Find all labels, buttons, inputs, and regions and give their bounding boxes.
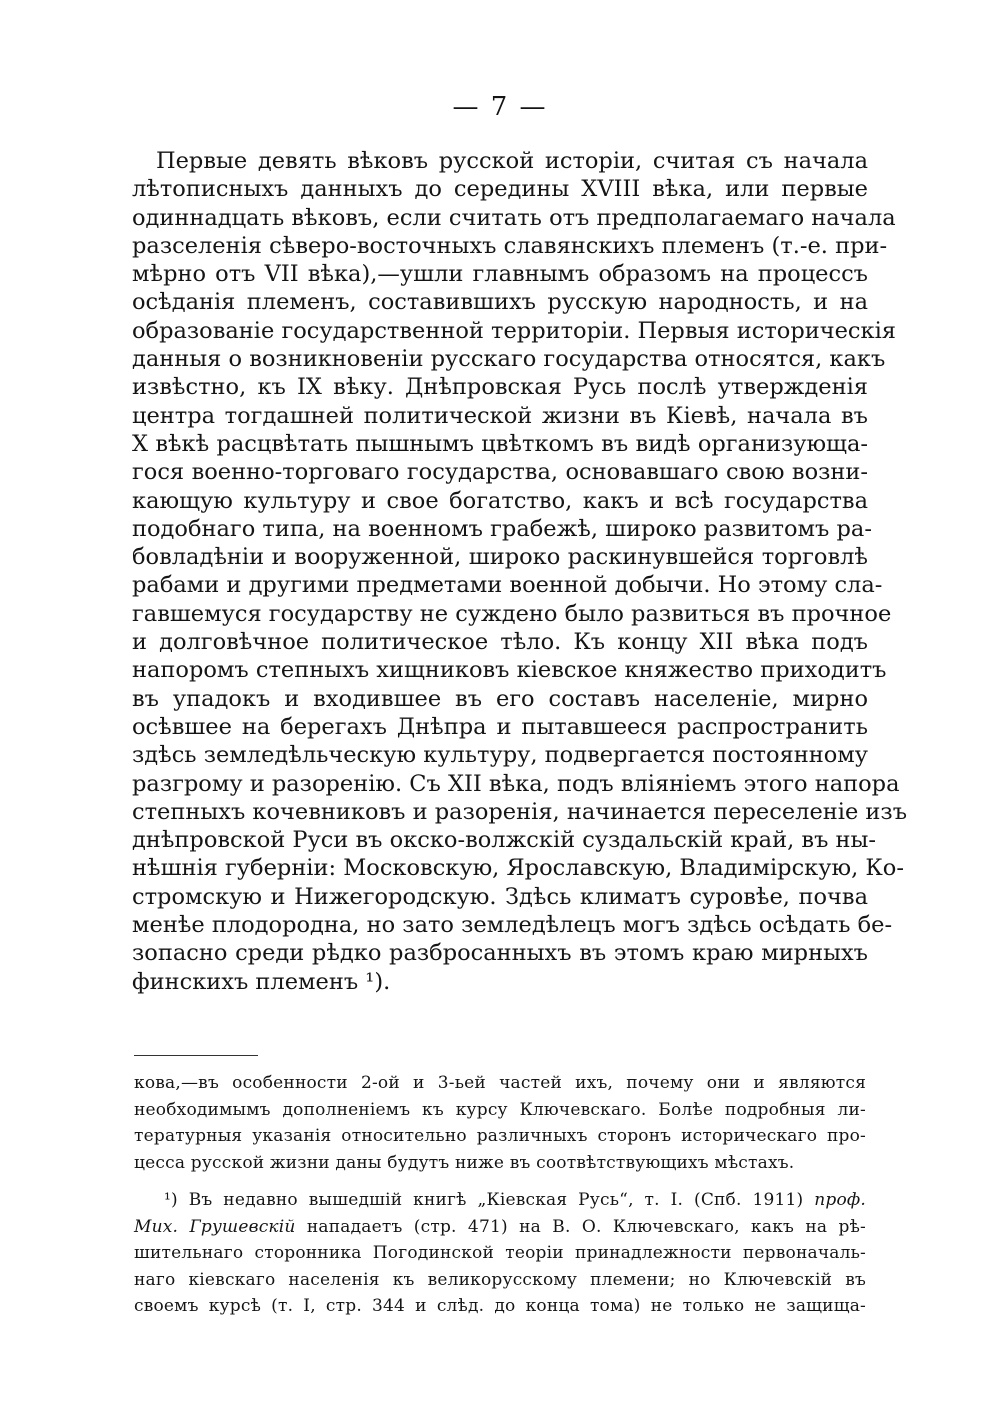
text-line: менѣе плодородна, но зато земледѣлецъ могъ здѣсь осѣдать бе- <box>132 912 893 939</box>
footnote-gap <box>134 1176 866 1187</box>
text-line: степныхъ кочевниковъ и разоренія, начинается переселеніе изъ <box>132 798 908 825</box>
text-line: лѣтописныхъ данныхъ до середины XVIII вѣка, или первые <box>132 176 868 203</box>
text-line: разгрому и разоренію. Съ XII вѣка, подъ вліяніемъ этого напора <box>132 770 900 797</box>
text-line: образованіе государственной территоріи. Первыя историческія <box>132 317 896 344</box>
footnotes <box>134 1070 866 1320</box>
text-line: центра тогдашней политической жизни въ Кіевѣ, начала въ <box>132 402 868 429</box>
footnote-1-line <box>134 1214 866 1241</box>
text-line: здѣсь земледѣльческую культуру, подвергается постоянному <box>132 742 868 769</box>
footnote-text: Въ недавно вышедшій книгѣ „Кіевская Русь“, т. I. (Спб. 1911) <box>188 1190 804 1210</box>
text-line: мѣрно отъ VII вѣка),—ушли главнымъ образомъ на процессъ <box>132 261 868 288</box>
text-line: зопасно среди рѣдко разбросанныхъ въ этомъ краю мирныхъ <box>132 940 868 967</box>
footnote-line: кова,—въ особенности 2-ой и 3-ьей частей ихъ, почему они и являются <box>134 1073 866 1093</box>
text-line: одиннадцать вѣковъ, если считать отъ предполагаемаго начала <box>132 204 896 231</box>
text-line: рабами и другими предметами военной добычи. Но этому сла- <box>132 572 883 599</box>
page-number: — 7 — <box>452 92 548 122</box>
footnote-marker: ¹) <box>164 1190 178 1210</box>
text-line: финскихъ племенъ ¹). <box>132 968 391 995</box>
text-line: днѣпровской Руси въ окско-волжскій суздальскій край, въ ны- <box>132 827 877 854</box>
text-line: подобнаго типа, на военномъ грабежѣ, широко развитомъ ра- <box>132 515 872 542</box>
footnote-line: цесса русской жизни даны будутъ ниже въ соотвѣтствующихъ мѣстахъ. <box>134 1152 795 1173</box>
text-line: разселенія сѣверо-восточныхъ славянскихъ племенъ (т.-е. при- <box>132 232 888 259</box>
text-line: кающую культуру и свое богатство, какъ и всѣ государства <box>132 487 868 514</box>
footnote-line: наго кіевскаго населенія къ великорусскому племени; но Ключевскій въ <box>134 1269 866 1290</box>
main-paragraph <box>132 147 908 996</box>
footnote-line: тературныя указанія относительно различныхъ сторонъ историческаго про- <box>134 1126 866 1146</box>
footnote-line: своемъ курсѣ (т. I, стр. 344 и слѣд. до конца тома) не только не защища- <box>134 1296 866 1316</box>
footnote-line: необходимымъ дополненіемъ къ курсу Ключевскаго. Болѣе подробныя ли- <box>134 1099 866 1120</box>
text-line: осѣданія племенъ, составившихъ русскую народность, и на <box>132 289 868 316</box>
footnote-separator <box>134 1055 258 1056</box>
text-line: въ упадокъ и входившее въ его составъ населеніе, мирно <box>132 685 868 712</box>
text-line: Первые девять вѣковъ русской исторіи, считая съ начала <box>156 148 868 174</box>
footnote-author: Мих. Грушевскій <box>134 1216 296 1237</box>
footnote-1-line <box>134 1187 866 1214</box>
text-line: напоромъ степныхъ хищниковъ кіевское княжество приходитъ <box>132 657 887 684</box>
text-line: гавшемуся государству не суждено было развиться въ прочное <box>132 600 892 627</box>
text-line: стромскую и Нижегородскую. Здѣсь климатъ суровѣе, почва <box>132 883 868 910</box>
text-line: гося военно-торговаго государства, основавшаго свою возни- <box>132 459 868 486</box>
text-line: данныя о возникновеніи русскаго государства относятся, какъ <box>132 346 886 373</box>
footnote-text: нападаетъ (стр. 471) на В. О. Ключевскаго, какъ на рѣ- <box>306 1216 866 1237</box>
footnote-line: шительнаго сторонника Погодинской теоріи принадлежности первоначаль- <box>134 1243 866 1263</box>
text-line: нѣшнія губерніи: Московскую, Ярославскую, Владимірскую, Ко- <box>132 855 904 882</box>
text-line: извѣстно, къ IX вѣку. Днѣпровская Русь послѣ утвержденія <box>132 374 868 401</box>
text-line: бовладѣніи и вооруженной, широко раскинувшейся торговлѣ <box>132 544 868 571</box>
text-line: и долговѣчное политическое тѣло. Къ концу XII вѣка подъ <box>132 629 868 656</box>
text-line: осѣвшее на берегахъ Днѣпра и пытавшееся распространить <box>132 713 868 740</box>
footnote-italic: проф. <box>814 1190 867 1210</box>
text-line: X вѣкѣ расцвѣтать пышнымъ цвѣткомъ въ видѣ организующа- <box>132 430 868 457</box>
